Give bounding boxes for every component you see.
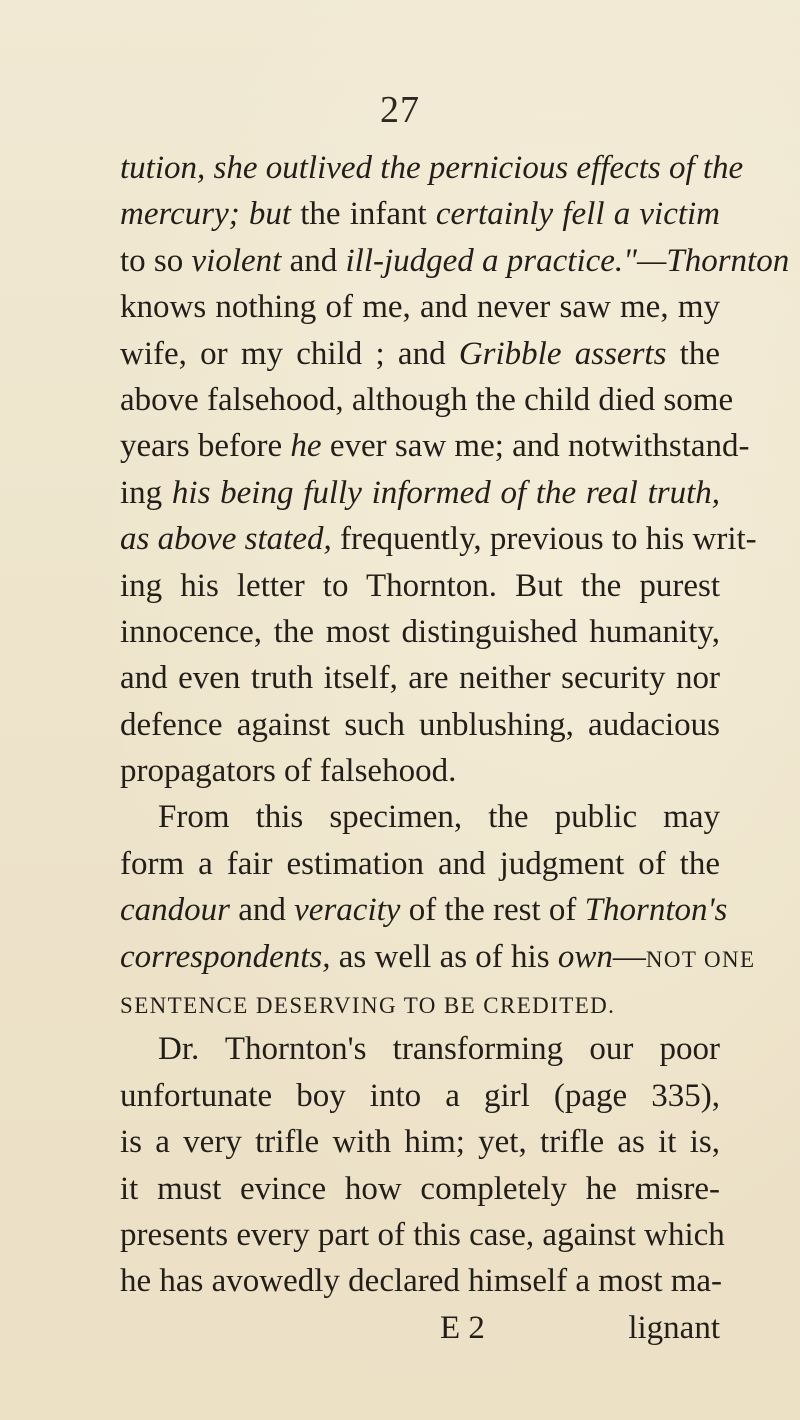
text-run: is a very trifle with him; yet, trifle as it is, [120, 1124, 720, 1161]
text-line [120, 284, 720, 330]
text-line [120, 887, 728, 933]
text-line [120, 423, 750, 469]
italic-run: correspondents, [120, 938, 331, 975]
text-line [120, 655, 720, 701]
text-run: to so [120, 242, 192, 279]
text-run: ever saw me; and notwithstand- [321, 428, 750, 465]
small-caps-run: SENTENCE DESERVING TO BE CREDITED. [120, 993, 616, 1019]
text-line [120, 331, 720, 377]
italic-run: ill-judged a practice."—Thornton [345, 242, 790, 279]
page-footer [120, 1305, 720, 1351]
text-line [120, 377, 734, 423]
text-line [120, 1166, 720, 1212]
italic-run: mercury; but [120, 196, 292, 233]
text-line [120, 238, 790, 284]
small-caps-run: NOT ONE [645, 946, 756, 972]
italic-run: Gribble asserts [458, 335, 667, 372]
text-line [120, 609, 720, 655]
text-run: above falsehood, although the child died some [120, 381, 734, 418]
text-line [120, 1026, 720, 1072]
text-run: wife, or my child ; and [120, 335, 459, 372]
text-line [120, 794, 720, 840]
text-line [120, 516, 757, 562]
text-line [120, 1212, 725, 1258]
text-run: years before [120, 428, 291, 465]
text-line [120, 841, 720, 887]
italic-run: candour [120, 892, 230, 929]
italic-run: Thornton's [584, 892, 728, 929]
catchword: lignant [628, 1309, 720, 1346]
text-run: and even truth itself, are neither security nor [120, 660, 720, 697]
text-run: frequently, previous to his writ- [331, 521, 757, 558]
text-line [120, 563, 720, 609]
text-run: From this specimen, the public may [158, 799, 720, 836]
text-run: Dr. Thornton's transforming our poor [158, 1031, 720, 1068]
text-run: and [281, 242, 346, 279]
text-run: and [230, 892, 295, 929]
text-run: innocence, the most distinguished humanity, [120, 613, 720, 650]
italic-run: his being fully informed of the real truth, [171, 474, 721, 511]
text-run: ing his letter to Thornton. But the purest [120, 567, 720, 604]
text-run: presents every part of this case, against which [120, 1216, 725, 1253]
text-line [120, 470, 720, 516]
text-run: defence against such unblushing, audacious [120, 706, 720, 743]
italic-run: violent [191, 242, 282, 279]
text-run: it must evince how completely he misre- [120, 1170, 720, 1207]
text-run: the infant [291, 196, 436, 233]
text-run: form a fair estimation and judgment of the [120, 845, 720, 882]
text-line [120, 934, 756, 980]
italic-run: own [557, 938, 613, 975]
italic-run: veracity [294, 892, 401, 929]
text-run: he has avowedly declared himself a most ma- [120, 1263, 723, 1300]
italic-run: tution, she outlived the pernicious effects of the [120, 150, 744, 186]
text-run: unfortunate boy into a girl (page 335), [120, 1077, 720, 1114]
italic-run: as above stated, [120, 521, 332, 558]
text-line [120, 980, 720, 1026]
text-line [120, 1258, 723, 1304]
text-run: propagators of falsehood. [120, 753, 457, 790]
italic-run: he [290, 428, 322, 465]
text-run: of the rest of [400, 892, 585, 929]
text-line [120, 702, 720, 748]
text-run: ing [120, 474, 172, 511]
text-line [120, 145, 744, 191]
text-line [120, 1073, 720, 1119]
text-run: knows nothing of me, and never saw me, my [120, 289, 720, 326]
signature-mark: E 2 [440, 1309, 485, 1346]
text-line [120, 748, 720, 794]
page-number: 27 [380, 89, 420, 131]
text-line [120, 191, 720, 237]
text-line [120, 1119, 720, 1165]
text-run: — [612, 938, 646, 975]
text-run: the [666, 335, 721, 372]
italic-run: certainly fell a victim [435, 196, 721, 233]
text-run: as well as of his [330, 938, 558, 975]
body-text [120, 145, 790, 1351]
